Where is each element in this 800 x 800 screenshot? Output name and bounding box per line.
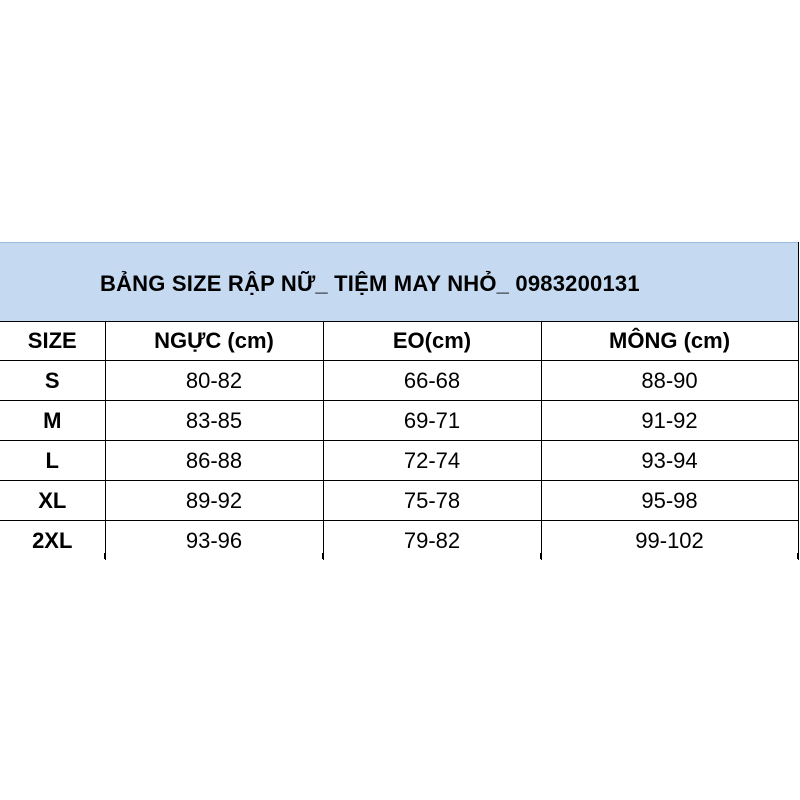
waist-cell: 79-82 bbox=[323, 521, 541, 561]
table-row bbox=[0, 481, 798, 521]
hip-cell: 93-94 bbox=[541, 441, 798, 481]
column-header-hip: MÔNG (cm) bbox=[541, 322, 798, 361]
waist-cell: 69-71 bbox=[323, 401, 541, 441]
title-row bbox=[0, 243, 798, 322]
table-row bbox=[0, 441, 798, 481]
grid-line-stub bbox=[104, 553, 105, 559]
hip-cell: 95-98 bbox=[541, 481, 798, 521]
hip-cell: 99-102 bbox=[541, 521, 798, 561]
table-title: BẢNG SIZE RẬP NỮ_ TIỆM MAY NHỎ_ 0983200131 bbox=[0, 243, 798, 322]
table-row bbox=[0, 521, 798, 561]
table-row bbox=[0, 361, 798, 401]
chest-cell: 83-85 bbox=[105, 401, 323, 441]
table-row bbox=[0, 401, 798, 441]
chest-cell: 80-82 bbox=[105, 361, 323, 401]
size-cell: S bbox=[0, 361, 105, 401]
chest-cell: 89-92 bbox=[105, 481, 323, 521]
size-cell: M bbox=[0, 401, 105, 441]
size-cell: L bbox=[0, 441, 105, 481]
waist-cell: 72-74 bbox=[323, 441, 541, 481]
grid-line-stub bbox=[322, 553, 323, 559]
waist-cell: 75-78 bbox=[323, 481, 541, 521]
header-row bbox=[0, 322, 798, 361]
size-cell: 2XL bbox=[0, 521, 105, 561]
column-header-waist: EO(cm) bbox=[323, 322, 541, 361]
grid-line-stub bbox=[797, 553, 798, 559]
column-header-chest: NGỰC (cm) bbox=[105, 322, 323, 361]
chest-cell: 86-88 bbox=[105, 441, 323, 481]
grid-line-stub bbox=[540, 553, 541, 559]
size-cell: XL bbox=[0, 481, 105, 521]
waist-cell: 66-68 bbox=[323, 361, 541, 401]
hip-cell: 91-92 bbox=[541, 401, 798, 441]
chest-cell: 93-96 bbox=[105, 521, 323, 561]
size-chart-table bbox=[0, 242, 799, 560]
hip-cell: 88-90 bbox=[541, 361, 798, 401]
column-header-size: SIZE bbox=[0, 322, 105, 361]
